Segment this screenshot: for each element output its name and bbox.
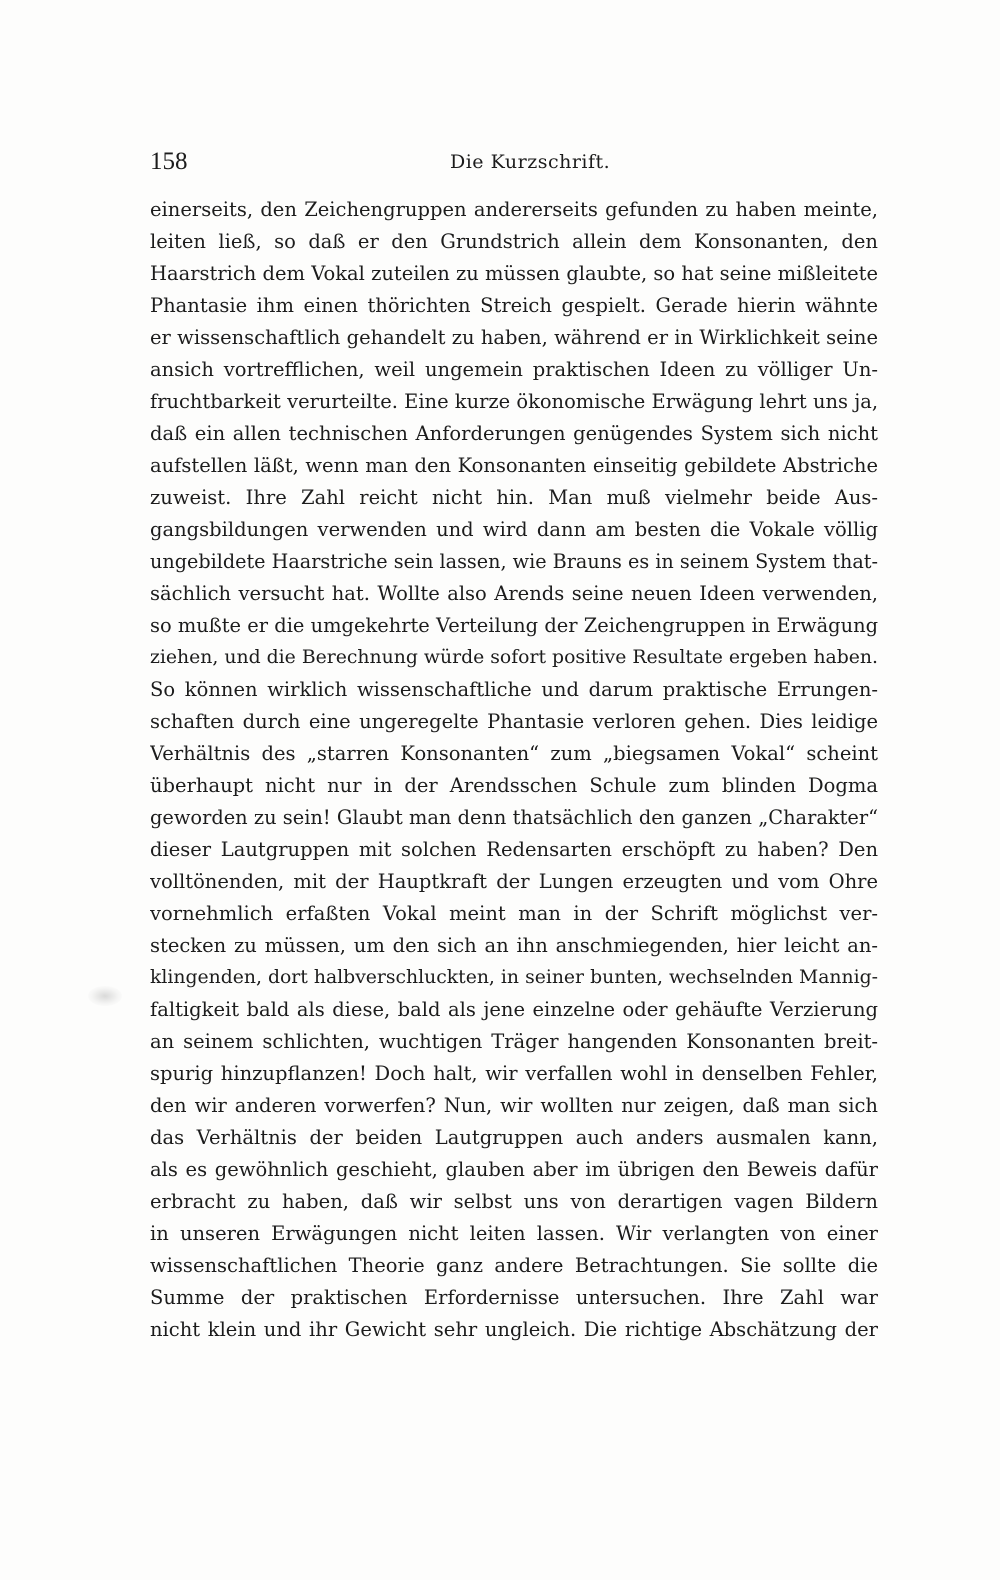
text-line: spurig hinzupflanzen! Doch halt, wir verfallen wohl in denselben Fehler, [150,1062,878,1085]
text-line: fruchtbarkeit verurteilte. Eine kurze ökonomische Erwägung lehrt uns ja, [150,390,878,413]
text-line: volltönenden, mit der Hauptkraft der Lungen erzeugten und vom Ohre [150,870,878,893]
text-line: so mußte er die umgekehrte Verteilung der Zeichengruppen in Erwägung [150,614,878,637]
text-line: als es gewöhnlich geschieht, glauben aber im übrigen den Beweis dafür [150,1158,878,1181]
text-line: ziehen, und die Berechnung würde sofort positive Resultate ergeben haben. [150,647,878,668]
text-line: überhaupt nicht nur in der Arendsschen Schule zum blinden Dogma [150,774,878,797]
text-line: nicht klein und ihr Gewicht sehr ungleich. Die richtige Abschätzung der [150,1318,878,1341]
text-line: er wissenschaftlich gehandelt zu haben, während er in Wirklichkeit seine [150,326,878,349]
ink-smudge [88,986,122,1006]
text-line: Haarstrich dem Vokal zuteilen zu müssen glaubte, so hat seine mißleitete [150,262,878,285]
text-line: leiten ließ, so daß er den Grundstrich allein dem Konsonanten, den [150,230,878,253]
text-line: das Verhältnis der beiden Lautgruppen auch anders ausmalen kann, [150,1126,878,1149]
text-line: wissenschaftlichen Theorie ganz andere Betrachtungen. Sie sollte die [150,1254,878,1277]
text-line: einerseits, den Zeichengruppen andererseits gefunden zu haben meinte, [150,198,878,221]
text-line: daß ein allen technischen Anforderungen genügendes System sich nicht [150,422,878,445]
page-number: 158 [150,148,188,175]
text-line: erbracht zu haben, daß wir selbst uns von derartigen vagen Bildern [150,1190,878,1213]
text-line: vornehmlich erfaßten Vokal meint man in der Schrift möglichst ver- [150,902,878,925]
text-line: Phantasie ihm einen thörichten Streich gespielt. Gerade hierin wähnte [150,294,878,317]
text-line: Verhältnis des „starren Konsonanten“ zum „biegsamen Vokal“ scheint [150,742,878,765]
text-line: sächlich versucht hat. Wollte also Arends seine neuen Ideen verwenden, [150,582,878,605]
text-line: schaften durch eine ungeregelte Phantasie verloren gehen. Dies leidige [150,710,878,733]
text-line: den wir anderen vorwerfen? Nun, wir wollten nur zeigen, daß man sich [150,1094,878,1117]
text-line: ansich vortrefflichen, weil ungemein praktischen Ideen zu völliger Un- [150,358,878,381]
text-line: So können wirklich wissenschaftliche und darum praktische Errungen- [150,678,878,701]
running-head [150,146,878,178]
text-line: in unseren Erwägungen nicht leiten lassen. Wir verlangten von einer [150,1222,878,1245]
text-line: an seinem schlichten, wuchtigen Träger hangenden Konsonanten breit- [150,1030,878,1053]
text-line: dieser Lautgruppen mit solchen Redensarten erschöpft zu haben? Den [150,838,878,861]
text-line: faltigkeit bald als diese, bald als jene einzelne oder gehäufte Verzierung [150,998,878,1021]
text-line: aufstellen läßt, wenn man den Konsonanten einseitig gebildete Abstriche [150,454,878,477]
text-line: stecken zu müssen, um den sich an ihn anschmiegenden, hier leicht an- [150,934,878,957]
text-line: zuweist. Ihre Zahl reicht nicht hin. Man muß vielmehr beide Aus- [150,486,878,509]
text-line: klingenden, dort halbverschluckten, in seiner bunten, wechselnden Mannig- [150,967,878,988]
text-line: gangsbildungen verwenden und wird dann am besten die Vokale völlig [150,518,878,541]
body-text [150,194,878,1346]
text-line: geworden zu sein! Glaubt man denn thatsächlich den ganzen „Charakter“ [150,806,878,829]
text-line: Summe der praktischen Erfordernisse untersuchen. Ihre Zahl war [150,1286,878,1309]
text-line: ungebildete Haarstriche sein lassen, wie Brauns es in seinem System that- [150,550,878,573]
running-title: Die Kurzschrift. [450,151,611,173]
